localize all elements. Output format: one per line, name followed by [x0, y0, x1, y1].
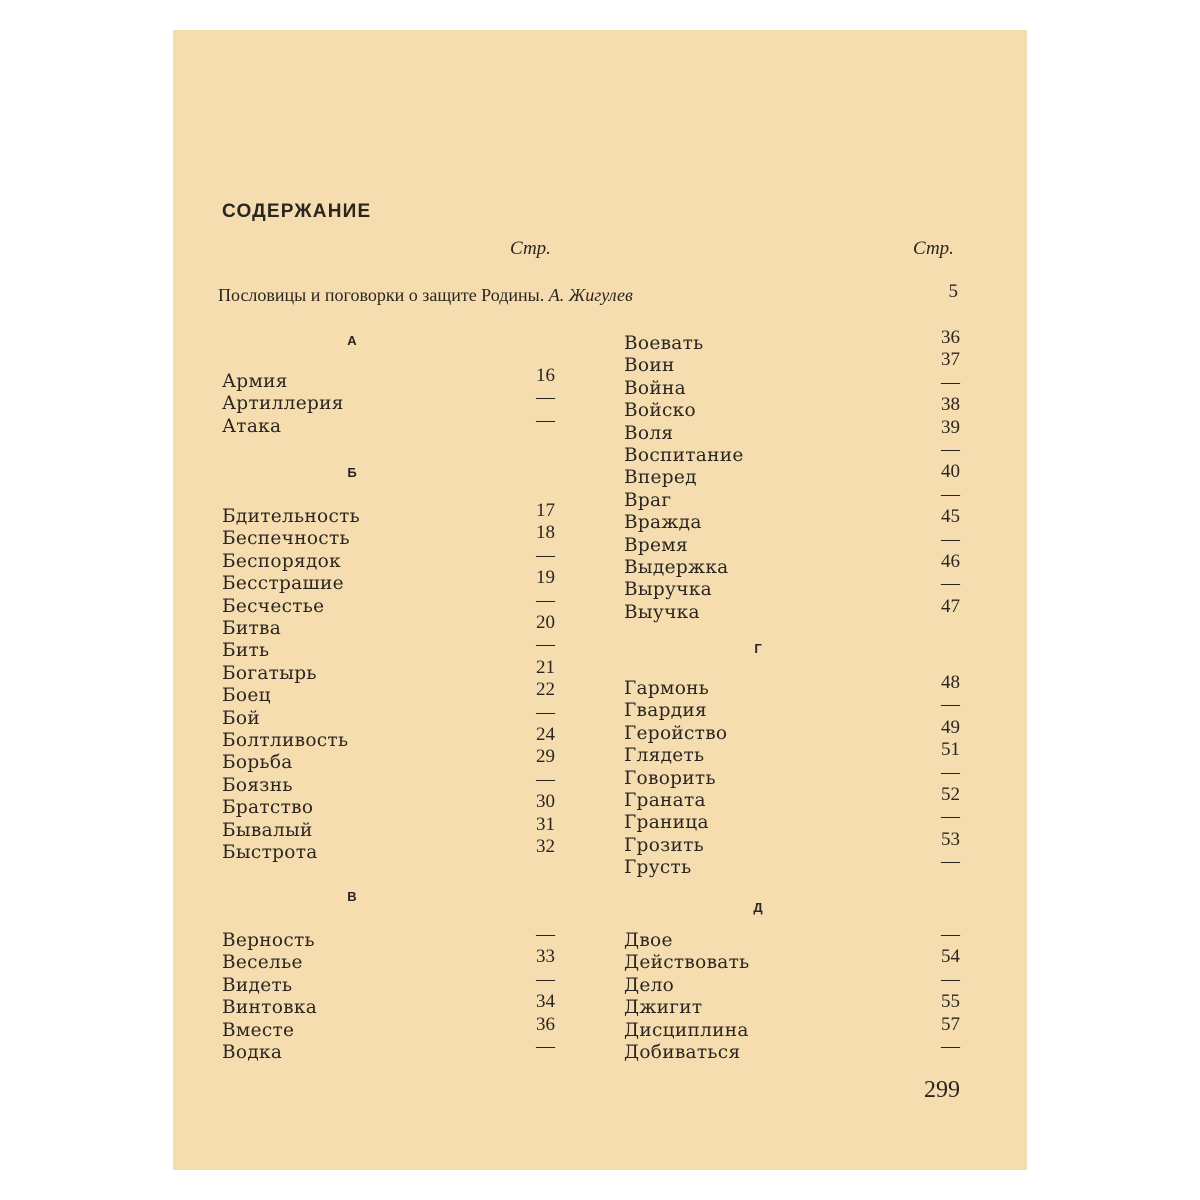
- index-entry-page: —: [536, 409, 555, 431]
- index-entry: Водка: [222, 1042, 283, 1063]
- index-entry-page: 19: [536, 567, 555, 589]
- index-entry-page: —: [536, 701, 555, 723]
- index-entry: Выучка: [624, 601, 700, 623]
- index-entry-page: —: [941, 851, 960, 873]
- index-entry: Воин: [624, 355, 675, 377]
- page-col-label-right: Стр.: [913, 238, 954, 259]
- index-entry-page: —: [536, 1036, 555, 1057]
- index-entry-page: 53: [941, 828, 960, 850]
- index-entry: Веселье: [222, 952, 303, 974]
- index-entry-page: 36: [536, 1013, 555, 1035]
- index-entry-page: 46: [941, 551, 960, 572]
- index-entry-page: 39: [941, 416, 960, 438]
- index-entry: Богатырь: [222, 662, 317, 684]
- index-entry-page: —: [941, 761, 960, 783]
- index-entry-page: —: [536, 968, 555, 990]
- index-entry-page: 49: [941, 716, 960, 738]
- index-entry: Вместе: [222, 1019, 295, 1041]
- index-entry-page: 45: [941, 506, 960, 528]
- index-entry-page: 40: [941, 461, 960, 483]
- index-entry-page: 18: [536, 522, 555, 544]
- index-entry: Быстрота: [222, 842, 318, 863]
- index-entry-page: —: [941, 968, 960, 990]
- page-number: 299: [924, 1077, 960, 1103]
- index-entry-page: 20: [536, 612, 555, 633]
- index-entry-page: 30: [536, 791, 555, 813]
- index-entry: Гармонь: [624, 678, 710, 699]
- index-entry-page: 48: [941, 672, 960, 693]
- index-entry-page: 21: [536, 656, 555, 678]
- index-entry-page: —: [941, 439, 960, 460]
- intro-page: 5: [948, 281, 958, 302]
- index-entry: Время: [624, 534, 688, 556]
- index-entry: Грусть: [624, 857, 692, 879]
- index-entry-page: —: [536, 589, 555, 611]
- index-entry: Бывалый: [222, 819, 313, 841]
- index-entry: Враг: [624, 489, 672, 511]
- index-entry-page: 51: [941, 739, 960, 761]
- index-entry-page: —: [941, 528, 960, 550]
- index-entry-page: 38: [941, 394, 960, 416]
- section-letter: А: [347, 333, 357, 348]
- page-title: СОДЕРЖАНИЕ: [222, 201, 372, 222]
- index-entry: Воля: [624, 422, 674, 444]
- index-entry: Геройство: [624, 722, 728, 744]
- index-entry-page: 33: [536, 946, 555, 968]
- index-entry: Битва: [222, 618, 282, 639]
- index-entry-page: —: [536, 387, 555, 409]
- index-entry-page: 17: [536, 500, 555, 521]
- index-entry: Видеть: [222, 974, 293, 996]
- index-entry-page: 54: [941, 946, 960, 968]
- index-entry: Говорить: [624, 767, 716, 789]
- index-entry-page: 22: [536, 679, 555, 701]
- section-letter: В: [347, 889, 357, 904]
- index-entry-page: —: [536, 768, 555, 790]
- index-entry: Борьба: [222, 752, 293, 774]
- index-entry: Боец: [222, 685, 271, 707]
- section-letter: Б: [347, 465, 357, 480]
- index-entry: Бесстрашие: [222, 573, 344, 595]
- index-entry-page: —: [941, 924, 960, 945]
- index-entry-page: 52: [941, 784, 960, 805]
- index-entry: Грозить: [624, 834, 705, 856]
- index-entry: Джигит: [624, 997, 703, 1019]
- index-entry-page: —: [941, 806, 960, 828]
- index-entry: Бить: [222, 640, 270, 662]
- page-col-label-left: Стр.: [510, 238, 551, 259]
- section-letter: Д: [753, 900, 763, 915]
- index-entry: Верность: [222, 930, 315, 951]
- index-entry: Вражда: [624, 512, 702, 534]
- index-entry-page: 47: [941, 595, 960, 617]
- index-entry: Болтливость: [222, 730, 349, 751]
- index-entry-page: 36: [941, 327, 960, 348]
- intro-line: [218, 283, 633, 307]
- index-entry: Вперед: [624, 467, 697, 489]
- intro-author: А. Жигулев: [548, 285, 633, 305]
- index-entry: Беспечность: [222, 528, 350, 550]
- index-entry-page: 29: [536, 746, 555, 768]
- index-entry-page: 37: [941, 349, 960, 371]
- index-entry-page: 57: [941, 1013, 960, 1035]
- index-entry: Глядеть: [624, 745, 705, 767]
- index-entry: Гвардия: [624, 700, 708, 722]
- index-entry: Выдержка: [624, 557, 729, 578]
- index-entry-page: —: [941, 573, 960, 595]
- index-entry: Действовать: [624, 952, 750, 974]
- index-entry-page: —: [536, 544, 555, 566]
- section-letter: Г: [754, 641, 762, 656]
- index-entry: Граната: [624, 790, 706, 811]
- index-entry: Граница: [624, 812, 709, 834]
- index-entry-page: 16: [536, 365, 555, 386]
- index-entry: Воспитание: [624, 445, 744, 466]
- index-entry: Боязнь: [222, 774, 293, 796]
- index-entry: Добиваться: [624, 1042, 741, 1063]
- index-entry: Бой: [222, 707, 260, 729]
- index-entry: Винтовка: [222, 997, 318, 1019]
- index-entry: Дисциплина: [624, 1019, 749, 1041]
- index-entry-page: —: [941, 483, 960, 505]
- index-entry-page: —: [941, 371, 960, 393]
- index-entry-page: 31: [536, 813, 555, 835]
- index-entry: Атака: [222, 415, 282, 437]
- index-entry-page: —: [941, 1036, 960, 1057]
- index-entry-page: 55: [941, 991, 960, 1013]
- index-entry-page: —: [941, 694, 960, 716]
- index-entry: Бдительность: [222, 506, 361, 527]
- index-entry: Бесчестье: [222, 595, 325, 617]
- index-entry: Дело: [624, 974, 675, 996]
- index-entry: Война: [624, 377, 686, 399]
- index-entry: Войско: [624, 400, 696, 422]
- index-entry: Братство: [222, 797, 314, 819]
- index-entry-page: 32: [536, 836, 555, 857]
- index-entry-page: —: [536, 634, 555, 656]
- index-entry: Беспорядок: [222, 550, 341, 572]
- index-entry: Выручка: [624, 579, 712, 601]
- index-entry: Армия: [222, 371, 288, 392]
- index-entry-page: 24: [536, 724, 555, 745]
- index-entry-page: 34: [536, 991, 555, 1013]
- index-entry: Воевать: [624, 333, 704, 354]
- index-entry: Двое: [624, 930, 673, 951]
- index-entry: Артиллерия: [222, 393, 344, 415]
- intro-text: Пословицы и поговорки о защите Родины.: [218, 285, 545, 305]
- index-entry-page: —: [536, 924, 555, 945]
